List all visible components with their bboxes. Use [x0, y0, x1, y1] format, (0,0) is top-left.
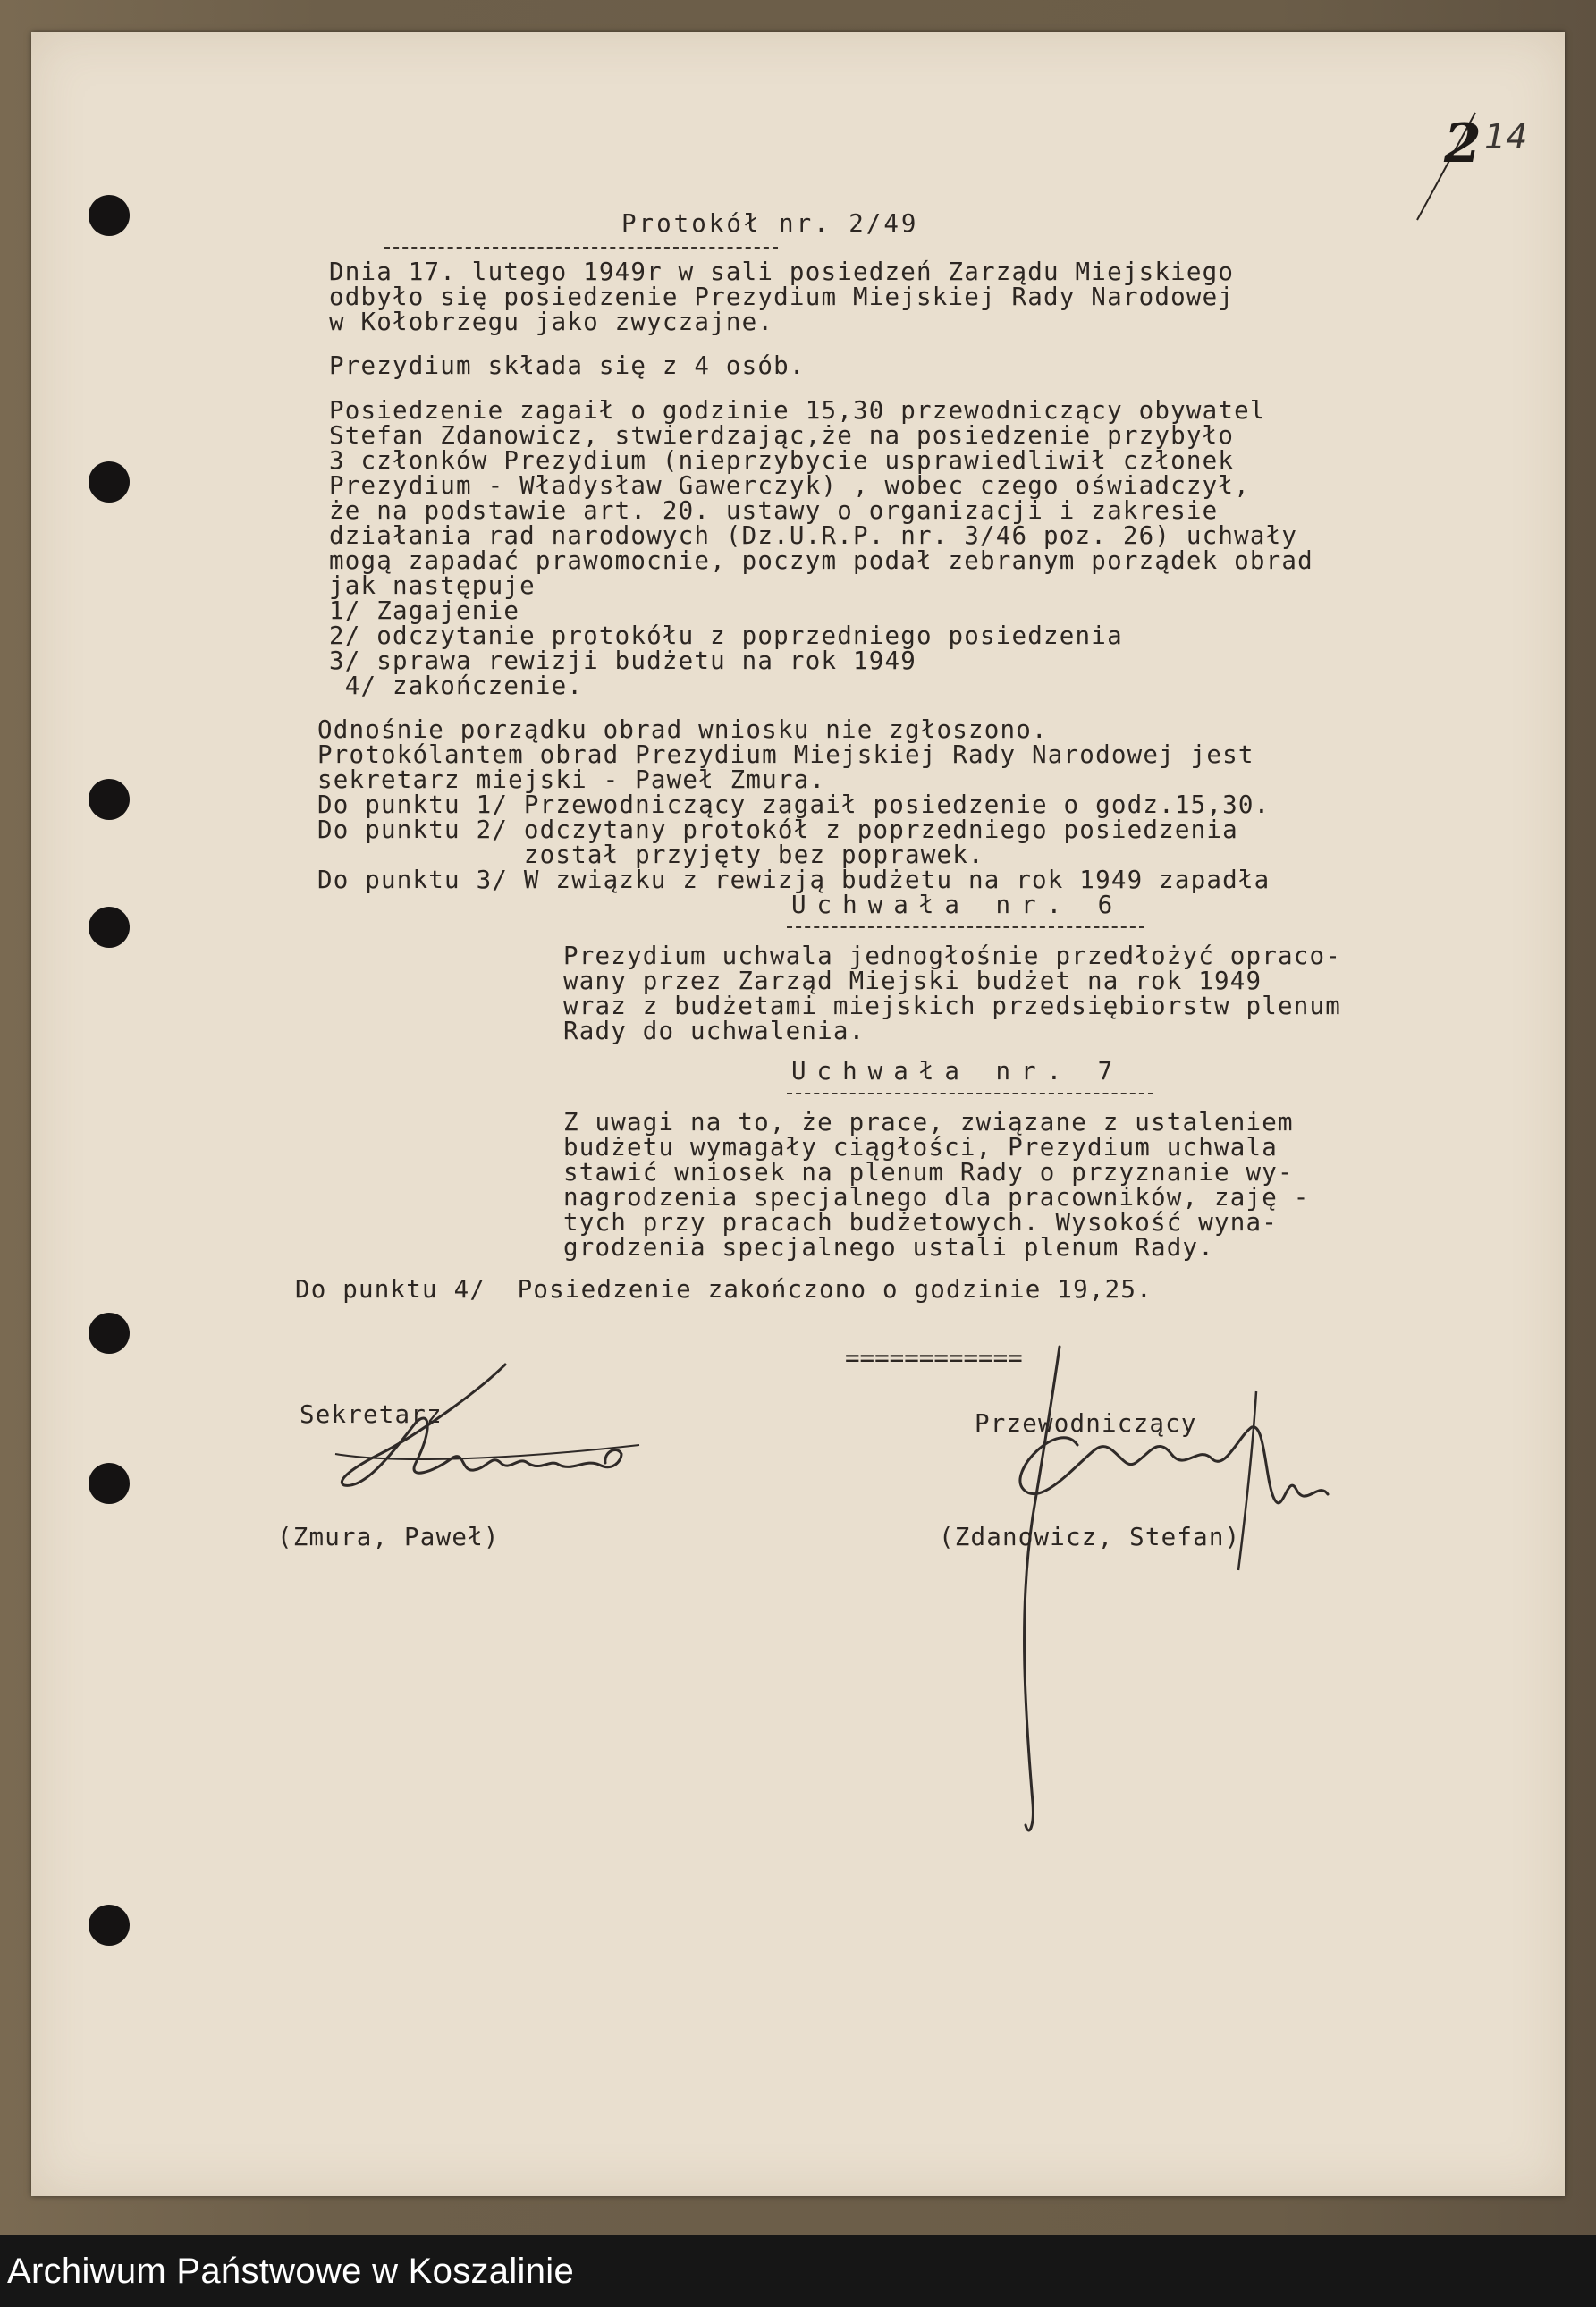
resolution-title: Uchwała nr. 7: [791, 1057, 1124, 1086]
paragraph-line: mogą zapadać prawomocnie, poczym podał zebranym porządek obrad: [329, 546, 1313, 575]
resolution-line: Prezydium uchwala jednogłośnie przedłożyć opraco-: [563, 942, 1342, 970]
punch-hole: [89, 1463, 130, 1504]
title-underline: [384, 247, 778, 249]
resolution-line: Rady do uchwalenia.: [563, 1017, 866, 1045]
chair-role: Przewodniczący: [975, 1409, 1197, 1438]
punch-hole: [89, 461, 130, 503]
agenda-item: 4/ zakończenie.: [329, 672, 584, 700]
secretary-signature: [282, 1338, 657, 1517]
folio-ink: 2: [1444, 113, 1482, 175]
paragraph-line: w Kołobrzegu jako zwyczajne.: [329, 308, 774, 336]
resolution-line: wraz z budżetami miejskich przedsiębiorstw plenum: [563, 992, 1342, 1020]
secretary-role: Sekretarz: [300, 1400, 443, 1429]
resolution-line: grodzenia specjalnego ustali plenum Rady.: [563, 1233, 1215, 1262]
paragraph-line: Dnia 17. lutego 1949r w sali posiedzeń Zarządu Miejskiego: [329, 258, 1235, 286]
paragraph-line: Protokólantem obrad Prezydium Miejskiej Rady Narodowej jest: [317, 740, 1254, 769]
archive-footer: [0, 2235, 1596, 2307]
point-line: został przyjęty bez poprawek.: [317, 841, 984, 869]
punch-hole: [89, 779, 130, 820]
punch-hole: [89, 1905, 130, 1946]
folio-number: [1413, 95, 1538, 229]
point-line: Do punktu 2/ odczytany protokół z poprzedniego posiedzenia: [317, 815, 1238, 844]
folio-pencil: 14: [1484, 117, 1528, 156]
paragraph-line: Prezydium - Władysław Gawerczyk) , wobec czego oświadczył,: [329, 471, 1250, 500]
paragraph-line: odbyło się posiedzenie Prezydium Miejskiej Rady Narodowej: [329, 283, 1235, 311]
resolution-line: budżetu wymagały ciągłości, Prezydium uchwala: [563, 1133, 1279, 1162]
point-line: Do punktu 3/ W związku z rewizją budżetu na rok 1949 zapadła: [317, 866, 1271, 894]
resolution-line: nagrodzenia specjalnego dla pracowników, zaję -: [563, 1183, 1310, 1212]
resolution-underline: [787, 926, 1144, 928]
paragraph-line: że na podstawie art. 20. ustawy o organizacji i zakresie: [329, 496, 1219, 525]
agenda-item: 3/ sprawa rewizji budżetu na rok 1949: [329, 646, 916, 675]
resolution-line: wany przez Zarząd Miejski budżet na rok 1949: [563, 967, 1262, 995]
resolution-line: Z uwagi na to, że prace, związane z ustaleniem: [563, 1108, 1294, 1137]
paragraph-line: działania rad narodowych (Dz.U.R.P. nr. 3/46 poz. 26) uchwały: [329, 521, 1298, 550]
chair-signature: [943, 1338, 1355, 1856]
punch-hole: [89, 195, 130, 236]
point-line: Do punktu 1/ Przewodniczący zagaił posiedzenie o godz.15,30.: [317, 790, 1271, 819]
agenda-item: 1/ Zagajenie: [329, 596, 520, 625]
resolution-line: stawić wniosek na plenum Rady o przyznanie wy-: [563, 1158, 1294, 1187]
document-page: [31, 32, 1565, 2196]
agenda-item: 2/ odczytanie protokółu z poprzedniego posiedzenia: [329, 621, 1123, 650]
punch-hole: [89, 1313, 130, 1354]
paragraph-line: Posiedzenie zagaił o godzinie 15,30 przewodniczący obywatel: [329, 396, 1266, 425]
archive-name: Archiwum Państwowe w Koszalinie: [7, 2252, 574, 2291]
chair-name: (Zdanowicz, Stefan): [939, 1523, 1241, 1551]
paragraph-line: Prezydium składa się z 4 osób.: [329, 351, 806, 380]
resolution-title: Uchwała nr. 6: [791, 891, 1124, 919]
paragraph-line: 3 członków Prezydium (nieprzybycie usprawiedliwił członek: [329, 446, 1235, 475]
document-title: Protokół nr. 2/49: [621, 209, 919, 238]
paragraph-line: jak następuje: [329, 571, 536, 600]
paragraph-line: Odnośnie porządku obrad wniosku nie zgłoszono.: [317, 715, 1048, 744]
punch-hole: [89, 907, 130, 948]
resolution-underline: [787, 1093, 1153, 1094]
point-line: Do punktu 4/ Posiedzenie zakończono o godzinie 19,25.: [295, 1275, 1153, 1304]
separator: ============: [845, 1344, 1023, 1373]
paragraph-line: Stefan Zdanowicz, stwierdzając,że na posiedzenie przybyło: [329, 421, 1235, 450]
resolution-line: tych przy pracach budżetowych. Wysokość wyna-: [563, 1208, 1279, 1237]
secretary-name: (Zmura, Paweł): [277, 1523, 500, 1551]
paragraph-line: sekretarz miejski - Paweł Zmura.: [317, 765, 826, 794]
